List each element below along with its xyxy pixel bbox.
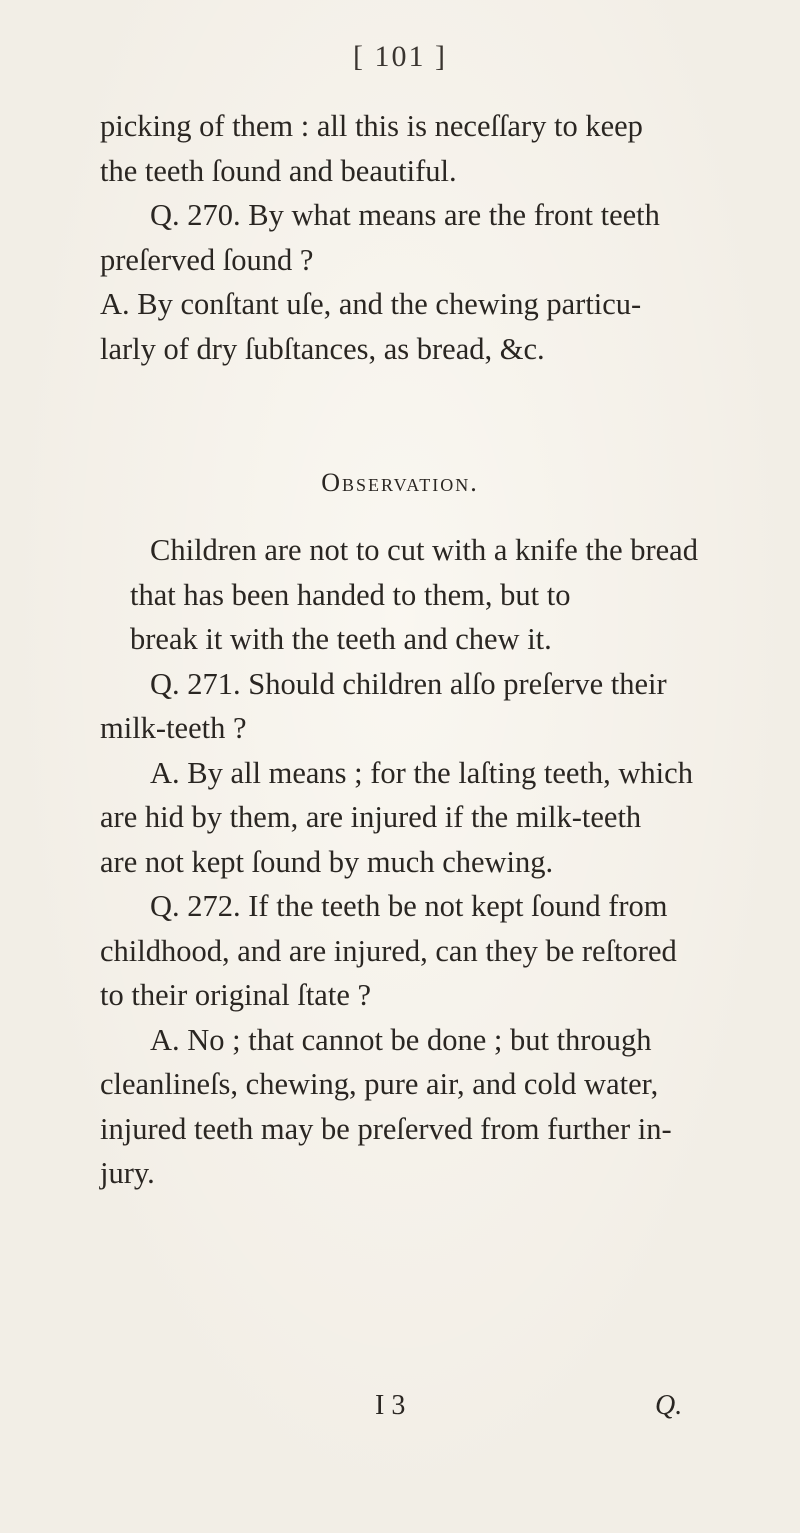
question-line: Q. 270. By what means are the front teeth [150,198,660,232]
text-line: that has been handed to them, but to [130,577,571,612]
text-line: Children are not to cut with a knife the bread [150,533,698,567]
text-line: milk-teeth ? [100,711,247,745]
text-line: picking of them : all this is neceſſary to keep [100,109,643,143]
answer-line: A. By all means ; for the laſting teeth, which [150,755,693,790]
answer-line: A. By conſtant uſe, and the chewing particu- [100,287,642,321]
text-line: are hid by them, are injured if the milk-teeth [100,800,642,834]
section-heading: Observation. [321,468,479,497]
question-line: Q. 272. If the teeth be not kept ſound from [150,889,668,923]
text-line: preſerved ſound ? [100,242,314,277]
signature-mark: I 3 [375,1390,406,1421]
page-footer [0,1390,800,1430]
catchword: Q. [655,1390,683,1421]
text-block-1 [100,104,800,371]
text-line: larly of dry ſubſtances, as bread, &c. [100,331,545,366]
page-header: [ 101 ] [353,40,447,73]
text-line: jury. [100,1156,155,1190]
text-line: cleanlineſs, chewing, pure air, and cold water, [100,1067,659,1101]
text-line: are not kept ſound by much chewing. [100,844,554,879]
text-line: to their original ſtate ? [100,978,372,1012]
answer-line: A. No ; that cannot be done ; but through [150,1022,652,1057]
text-line: childhood, and are injured, can they be reſtored [100,933,677,968]
text-block-2 [100,528,800,1196]
text-line: the teeth ſound and beautiful. [100,153,457,188]
question-line: Q. 271. Should children alſo preſerve their [150,666,667,701]
text-line: injured teeth may be preſerved from further in- [100,1111,672,1146]
text-line: break it with the teeth and chew it. [130,622,552,656]
